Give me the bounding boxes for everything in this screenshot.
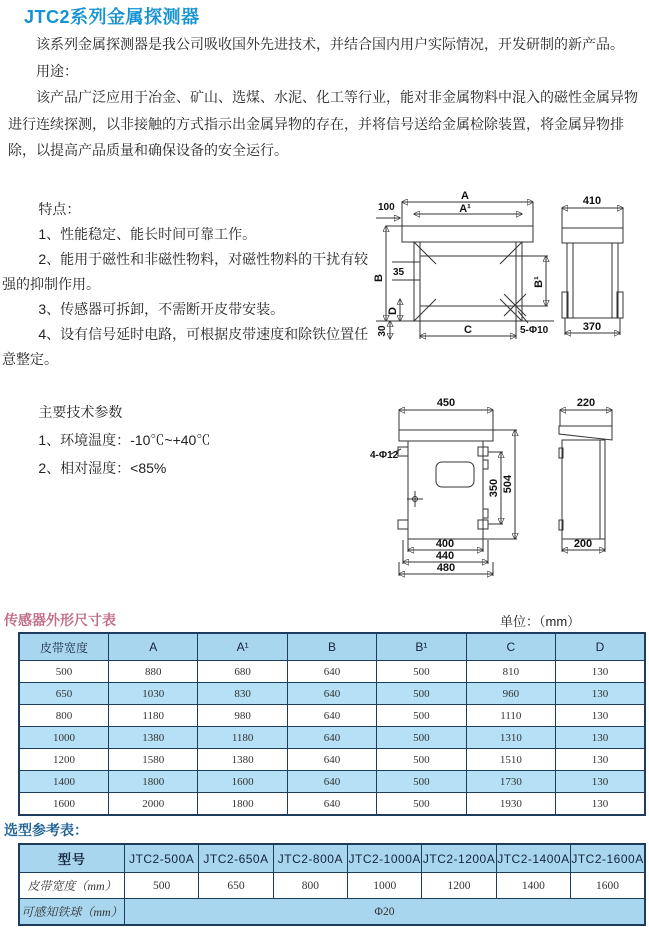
cell: 1110: [466, 705, 555, 727]
cell: 500: [377, 727, 466, 749]
cell: 1600: [198, 771, 287, 793]
dim-label-a: A: [461, 190, 469, 202]
cell: 500: [377, 683, 466, 705]
cell: 500: [377, 771, 466, 793]
dim-label-c: C: [464, 324, 472, 336]
column-header: D: [556, 633, 645, 661]
cell: 1310: [466, 727, 555, 749]
column-header: C: [466, 633, 555, 661]
cell: 1580: [109, 749, 198, 771]
model-header: JTC2-800A: [273, 844, 347, 873]
cell: 500: [377, 749, 466, 771]
column-header: A¹: [198, 633, 287, 661]
cell: 1200: [422, 873, 496, 899]
cell: 130: [556, 661, 645, 683]
cell: 130: [556, 793, 645, 816]
column-header: B¹: [377, 633, 466, 661]
cell: 1600: [571, 873, 645, 899]
model-column-header: 型号: [19, 844, 125, 873]
table-row: [19, 727, 645, 749]
usage-label: 用途：: [36, 64, 78, 80]
cell: 650: [199, 873, 273, 899]
cell: 640: [287, 705, 376, 727]
intro-paragraph: 该系列金属探测器是我公司吸收国外先进技术，并结合国内用户实际情况，开发研制的新产品。: [36, 38, 624, 53]
cell: 1380: [198, 749, 287, 771]
cell: 1380: [109, 727, 198, 749]
table-row: [19, 793, 645, 816]
table-row: [19, 899, 645, 926]
dim-label-30: 30: [377, 325, 388, 337]
cell: 830: [198, 683, 287, 705]
dim-label-450: 450: [436, 397, 456, 409]
dim-label-440: 440: [435, 550, 455, 562]
row-label: 可感知铁球（mm）: [19, 899, 125, 926]
table-row: [19, 661, 645, 683]
cell: 1600: [19, 793, 109, 816]
cell: 130: [556, 705, 645, 727]
param-item: 2、相对湿度：<85%: [38, 460, 167, 476]
sensor-dimension-drawing: [370, 190, 646, 390]
cell: 130: [556, 683, 645, 705]
table-row: [19, 705, 645, 727]
dim-label-370: 370: [582, 321, 602, 333]
header-row: [19, 633, 645, 661]
dim-label-200: 200: [573, 538, 593, 550]
cell: 960: [466, 683, 555, 705]
cell: 130: [556, 727, 645, 749]
dim-label-a1: A¹: [459, 203, 471, 215]
cell: 800: [273, 873, 347, 899]
dim-label-480: 480: [436, 562, 456, 574]
dim-label-holes: 5-Φ10: [520, 325, 549, 336]
cell: 1030: [109, 683, 198, 705]
cell: 1180: [109, 705, 198, 727]
cell: 500: [377, 705, 466, 727]
cell: 640: [287, 683, 376, 705]
dim-label-d: D: [387, 307, 399, 315]
cell: 1000: [19, 727, 109, 749]
model-header: JTC2-1200A: [422, 844, 496, 873]
cell: 980: [198, 705, 287, 727]
dim-label-400: 400: [435, 538, 455, 550]
column-header: A: [109, 633, 198, 661]
table-row: [19, 873, 645, 899]
feature-item: 1、性能稳定、能长时间可靠工作。: [38, 226, 257, 242]
usage-paragraph: 该产品广泛应用于冶金、矿山、选煤、水泥、化工等行业，能对非金属物料中混入的磁性金属异物进行连续探测，以非接触的方式指示出金属异物的存在，并将信号送给金属检除装置，将金属异物排除，以提高产品质量和确保设备的安全运行。: [8, 91, 638, 159]
cell: 500: [19, 661, 109, 683]
cell: 1180: [198, 727, 287, 749]
features-block: [2, 197, 374, 372]
model-header: JTC2-1600A: [571, 844, 645, 873]
cell: Φ20: [125, 899, 646, 926]
dim-label-b: B: [373, 274, 385, 282]
cell: 640: [287, 793, 376, 816]
table-row: [19, 749, 645, 771]
selection-table: [18, 843, 646, 926]
model-header: JTC2-1000A: [348, 844, 422, 873]
dim-label-220: 220: [576, 397, 596, 409]
dimension-table: [18, 632, 646, 816]
feature-item: 3、传感器可拆卸，不需断开皮带安装。: [38, 301, 285, 317]
selection-table-title: 选型参考表：: [4, 822, 88, 838]
cell: 640: [287, 749, 376, 771]
cell: 1930: [466, 793, 555, 816]
table-row: [19, 683, 645, 705]
dim-label-b1: B¹: [533, 276, 545, 288]
cell: 130: [556, 771, 645, 793]
cell: 500: [377, 793, 466, 816]
cell: 880: [109, 661, 198, 683]
features-label: 特点：: [38, 201, 81, 217]
cell: 1400: [496, 873, 570, 899]
column-header: 皮带宽度: [19, 633, 109, 661]
cell: 1800: [198, 793, 287, 816]
params-label: 主要技术参数: [38, 404, 123, 420]
dimension-table-title: 传感器外形尺寸表: [4, 612, 116, 628]
cell: 1800: [109, 771, 198, 793]
feature-item: 4、设有信号延时电路，可根据皮带速度和除铁位置任意整定。: [2, 326, 369, 367]
cell: 1510: [466, 749, 555, 771]
dim-label-350: 350: [488, 478, 500, 498]
cell: 130: [556, 749, 645, 771]
row-label: 皮带宽度（mm）: [19, 873, 125, 899]
intro-block: [8, 33, 644, 166]
cell: 800: [19, 705, 109, 727]
dim-label-100: 100: [378, 202, 395, 213]
tech-params-block: [2, 398, 374, 482]
dim-label-35: 35: [393, 267, 405, 278]
cell: 810: [466, 661, 555, 683]
cell: 2000: [109, 793, 198, 816]
param-item: 1、环境温度：-10℃~+40℃: [38, 432, 211, 448]
cell: 640: [287, 727, 376, 749]
unit-label: 单位：（mm）: [500, 614, 581, 629]
feature-item: 2、能用于磁性和非磁性物料，对磁性物料的干扰有较强的抑制作用。: [2, 251, 369, 292]
cell: 650: [19, 683, 109, 705]
cell: 1730: [466, 771, 555, 793]
dim-label-504: 504: [502, 474, 514, 494]
table-row: [19, 771, 645, 793]
dim-label-holes2: 4-Φ12: [370, 450, 399, 461]
cell: 1200: [19, 749, 109, 771]
cell: 500: [377, 661, 466, 683]
model-header: JTC2-650A: [199, 844, 273, 873]
cell: 680: [198, 661, 287, 683]
control-box-drawing: [370, 392, 646, 597]
cell: 500: [125, 873, 199, 899]
model-header: JTC2-1400A: [496, 844, 570, 873]
cell: 1400: [19, 771, 109, 793]
header-row: [19, 844, 645, 873]
cell: 640: [287, 771, 376, 793]
cell: 1000: [348, 873, 422, 899]
model-header: JTC2-500A: [125, 844, 199, 873]
cell: 640: [287, 661, 376, 683]
page-title: JTC2系列金属探测器: [24, 7, 200, 27]
column-header: B: [287, 633, 376, 661]
dim-label-410: 410: [582, 195, 602, 207]
